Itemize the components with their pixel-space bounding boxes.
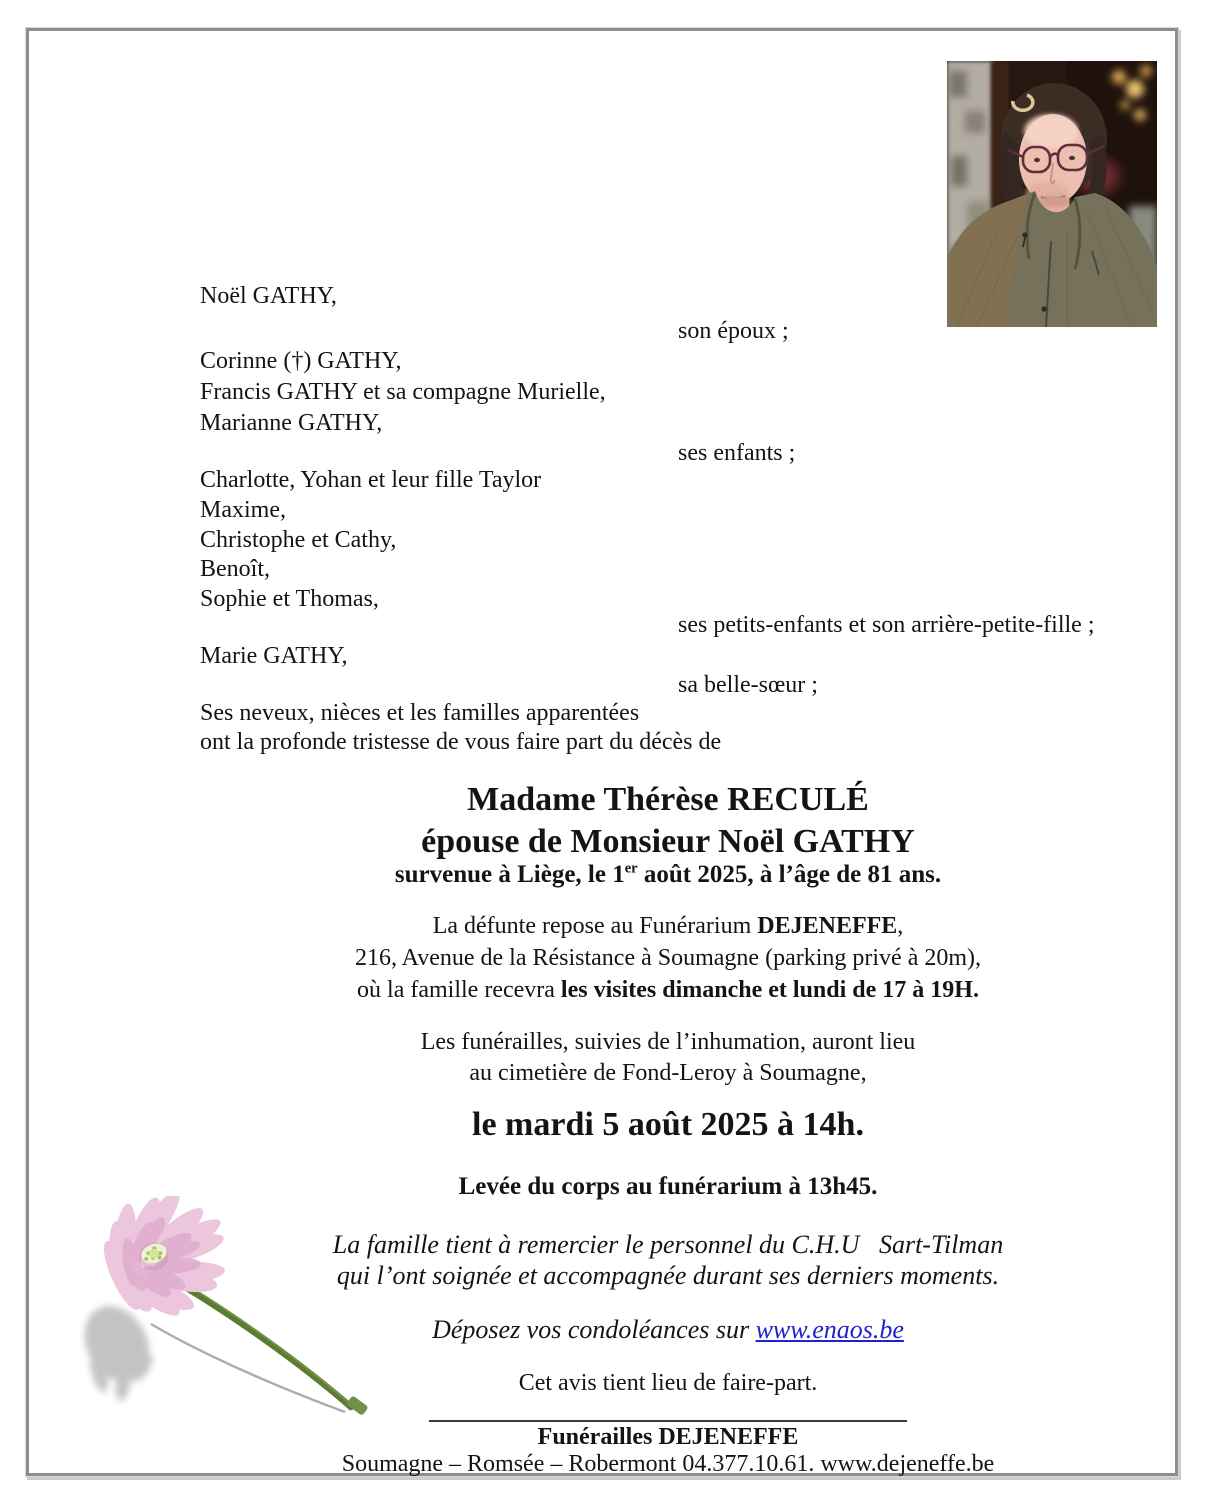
deceased-spouse-title: épouse de Monsieur Noël GATHY (421, 823, 915, 860)
thanks-line: La famille tient à remercier le personnel du C.H.U Sart-Tilman (332, 1230, 1004, 1259)
thanks-line: qui l’ont soignée et accompagnée durant ses derniers moments. (336, 1261, 1000, 1290)
visits-line (200, 977, 1136, 1004)
funeral-line: Les funérailles, suivies de l’inhumation, auront lieu (420, 1029, 916, 1055)
faire-part-notice: Cet avis tient lieu de faire-part. (518, 1370, 818, 1396)
relation-label: sa belle-sœur ; (678, 672, 818, 698)
announcement-intro-line: Ses neveux, nièces et les familles apparentées (200, 700, 640, 726)
footer-divider (429, 1420, 907, 1422)
levee-du-corps-line: Levée du corps au funérarium à 13h45. (458, 1173, 878, 1200)
mourner-line: Marianne GATHY, (200, 410, 383, 436)
death-date-line (200, 861, 1136, 889)
repose-prefix: La défunte repose au Funérarium (432, 913, 758, 939)
mourner-line: Marie GATHY, (200, 643, 348, 669)
repose-suffix: , (897, 913, 904, 939)
mourner-line: Corinne (†) GATHY, (200, 348, 402, 374)
deceased-name-title: Madame Thérèse RECULÉ (467, 781, 869, 818)
funeral-home-name: DEJENEFFE (757, 913, 898, 939)
relation-label: ses petits-enfants et son arrière-petite-fille ; (678, 612, 1095, 638)
mourner-line: Noël GATHY, (200, 283, 337, 309)
repose-line (200, 913, 1136, 940)
enaos-link[interactable]: www.enaos.be (755, 1315, 904, 1344)
mourner-line: Benoît, (200, 556, 270, 582)
funeral-home-footer-name: Funérailles DEJENEFFE (537, 1424, 799, 1450)
flower-image (55, 1196, 385, 1436)
visits-prefix: où la famille recevra (357, 977, 561, 1003)
visits-schedule: les visites dimanche et lundi de 17 à 19H. (560, 977, 979, 1003)
mourner-line: Charlotte, Yohan et leur fille Taylor (200, 467, 542, 493)
condolences-prefix: Déposez vos condoléances sur (432, 1315, 756, 1344)
ordinal-superscript: er (624, 860, 638, 877)
relation-label: ses enfants ; (678, 440, 796, 466)
repose-address-line: 216, Avenue de la Résistance à Soumagne (parking privé à 20m), (354, 945, 982, 971)
funeral-home-footer-info: Soumagne – Romsée – Robermont 04.377.10.61. www.dejeneffe.be (341, 1451, 995, 1477)
death-date-prefix: survenue à Liège, le 1 (394, 861, 625, 888)
mourner-line: Sophie et Thomas, (200, 586, 379, 612)
relation-label: son époux ; (678, 318, 789, 344)
cemetery-line: au cimetière de Fond-Leroy à Soumagne, (469, 1060, 867, 1086)
mourner-line: Christophe et Cathy, (200, 527, 397, 553)
death-date-suffix: août 2025, à l’âge de 81 ans. (637, 861, 942, 888)
deceased-portrait-photo (947, 61, 1157, 327)
announcement-intro-line: ont la profonde tristesse de vous faire part du décès de (200, 729, 722, 755)
mourner-line: Maxime, (200, 497, 286, 523)
mourner-line: Francis GATHY et sa compagne Murielle, (200, 379, 606, 405)
funeral-date-line: le mardi 5 août 2025 à 14h. (472, 1106, 864, 1143)
